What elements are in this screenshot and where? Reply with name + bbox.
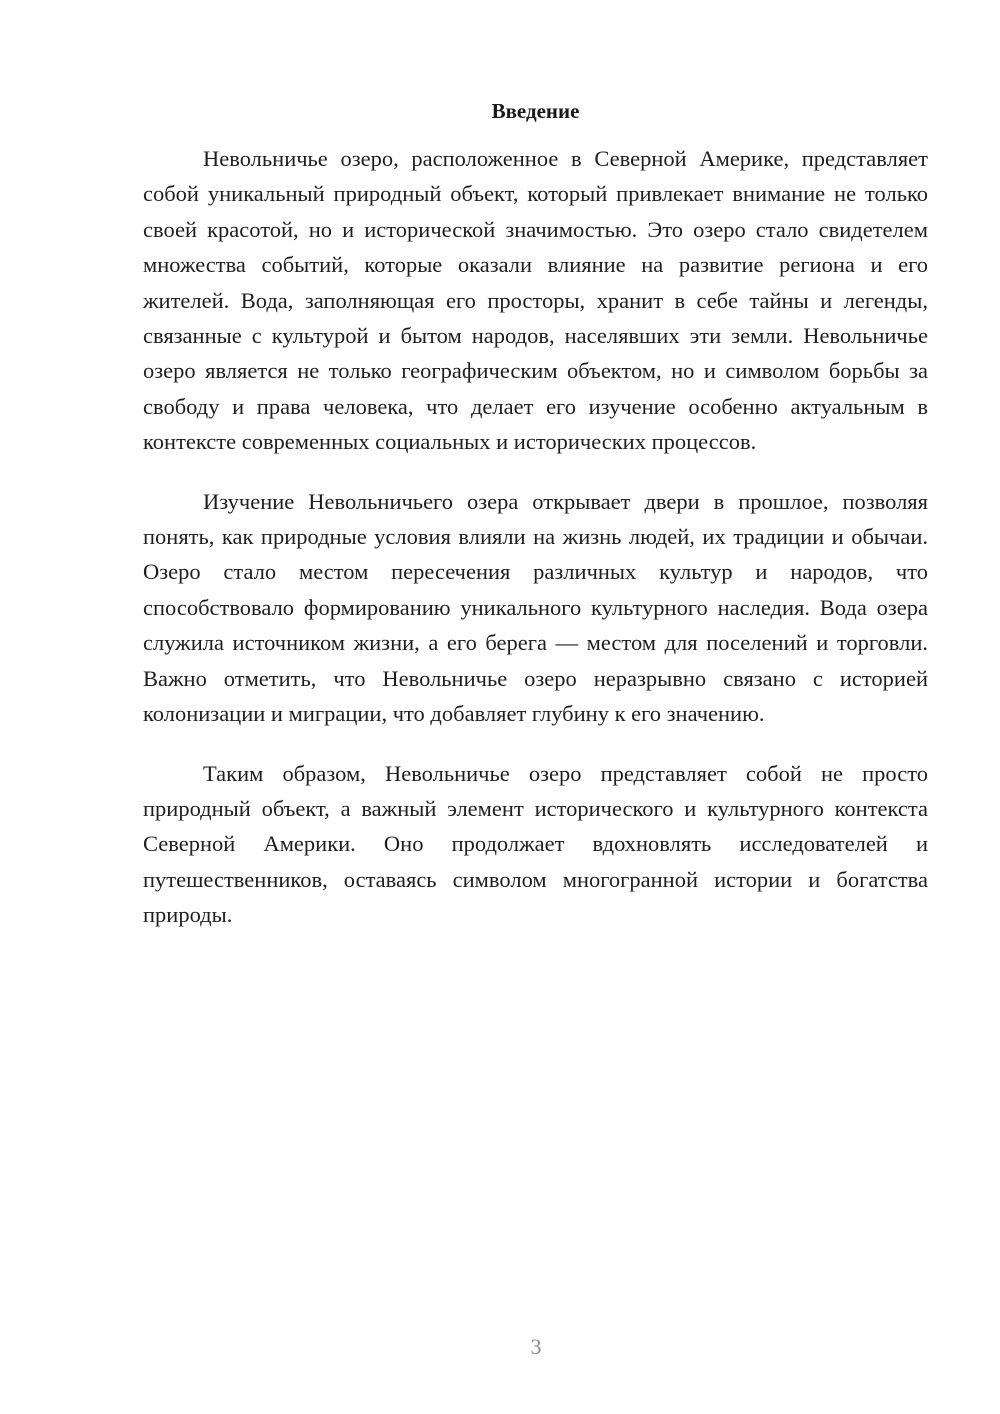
paragraph-1: Невольничье озеро, расположенное в Северной Америке, представляет собой уникальный природный объект, который привлекает внимание не только своей красотой, но и исторической значимостью. Это озеро стало свидетелем множества событий, которые оказали влияние на развитие региона и его жителей. Вода, заполняющая его просторы, хранит в себе тайны и легенды, связанные с культурой и бытом народов, населявших эти земли. Невольничье озеро является не только географическим объектом, но и символом борьбы за свободу и права человека, что делает его изучение особенно актуальным в контексте современных социальных и исторических процессов. xyxy=(143,146,928,455)
body-text xyxy=(143,141,928,957)
page-number: 3 xyxy=(530,1334,542,1359)
paragraph-2: Изучение Невольничьего озера открывает двери в прошлое, позволяя понять, как природные условия влияли на жизнь людей, их традиции и обычаи. Озеро стало местом пересечения различных культур и народов, что способствовало формированию уникального культурного наследия. Вода озера служила источником жизни, а его берега — местом для поселений и торговли. Важно отметить, что Невольничье озеро неразрывно связано с историей колонизации и миграции, что добавляет глубину к его значению. xyxy=(143,488,928,727)
paragraph-3: Таким образом, Невольничье озеро представляет собой не просто природный объект, а важный элемент исторического и культурного контекста Северной Америки. Оно продолжает вдохновлять исследователей и путешественников, оставаясь символом многогранной истории и богатства природы. xyxy=(143,760,928,928)
section-heading: Введение xyxy=(491,99,580,123)
